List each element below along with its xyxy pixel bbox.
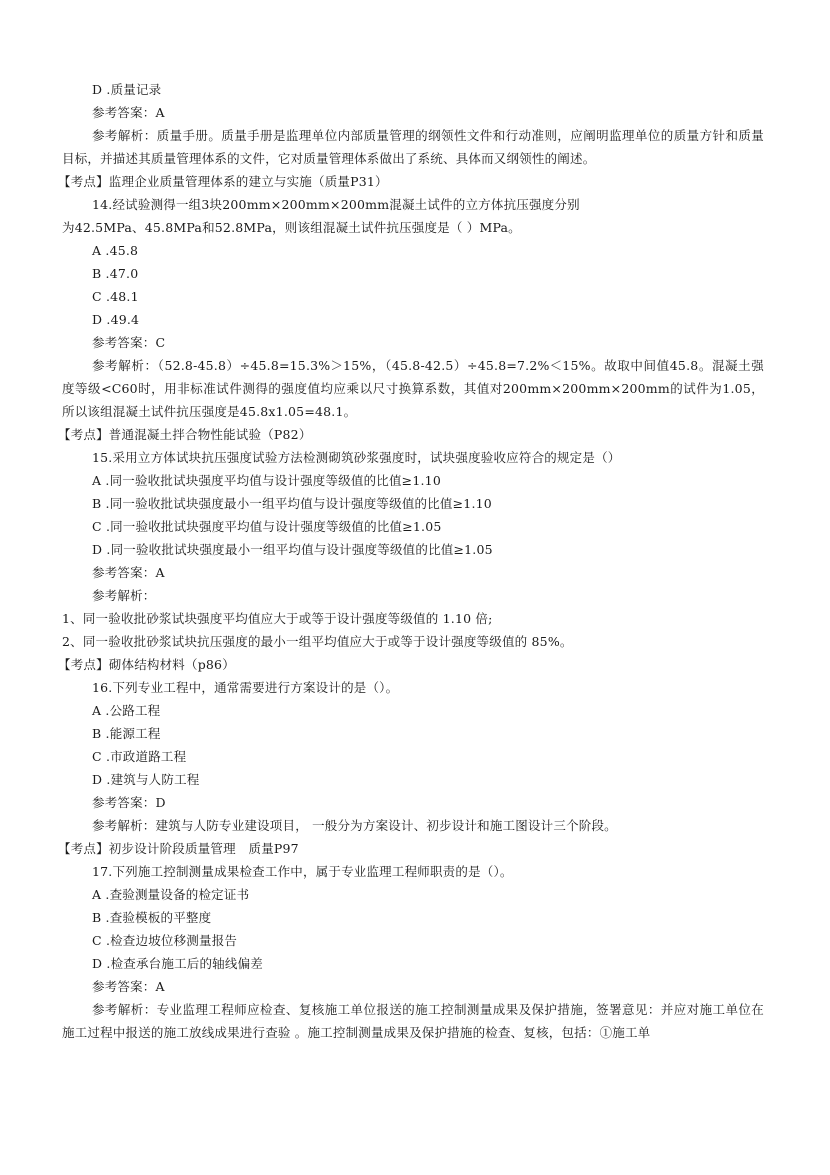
q14-option-b: B .47.0: [92, 266, 139, 281]
q17-question: 17.下列施工控制测量成果检查工作中，属于专业监理工程师职责的是（）。: [92, 864, 513, 879]
q13-analysis: 参考解析：质量手册。质量手册是监理单位内部质量管理的纲领性文件和行动准则，应阐明监理单位的质量方针和质量目标，并描述其质量管理体系的文件，它对质量管理体系做出了系统、具体而又纲领性的阐述。: [62, 128, 764, 166]
q16-question: 16.下列专业工程中，通常需要进行方案设计的是（）。: [92, 680, 399, 695]
q15-analysis-label: 参考解析：: [92, 588, 156, 603]
q15-option-b: B .同一验收批试块强度最小一组平均值与设计强度等级值的比值≥1.10: [92, 496, 492, 511]
q15-option-a: A .同一验收批试块强度平均值与设计强度等级值的比值≥1.10: [92, 473, 441, 488]
q13-answer: 参考答案：A: [92, 105, 165, 120]
q14-option-a: A .45.8: [92, 243, 139, 258]
q17-option-c: C .检查边坡位移测量报告: [92, 933, 238, 948]
q16-option-d: D .建筑与人防工程: [92, 772, 200, 787]
q15-answer: 参考答案：A: [92, 565, 165, 580]
q16-option-a: A .公路工程: [92, 703, 161, 718]
q16-option-c: C .市政道路工程: [92, 749, 187, 764]
q14-option-d: D .49.4: [92, 312, 140, 327]
document-page: [58, 78, 764, 1044]
q17-option-b: B .查验模板的平整度: [92, 910, 212, 925]
q16-answer: 参考答案：D: [92, 795, 166, 810]
q16-analysis: 参考解析：建筑与人防专业建设项目， 一般分为方案设计、初步设计和施工图设计三个阶段。: [92, 818, 617, 833]
q13-keypoint: 【考点】监理企业质量管理体系的建立与实施（质量P31）: [58, 174, 388, 189]
q17-option-d: D .检查承台施工后的轴线偏差: [92, 956, 263, 971]
q17-answer: 参考答案：A: [92, 979, 165, 994]
q15-question: 15.采用立方体试块抗压强度试验方法检测砌筑砂浆强度时，试块强度验收应符合的规定是（）: [92, 450, 621, 465]
q14-analysis: 参考解析：（52.8-45.8）÷45.8=15.3%＞15%，（45.8-42.5）÷45.8=7.2%＜15%。故取中间值45.8。混凝土强度等级<C60时，用非标准试件测得的强度值均应乘以尺寸换算系数，其值对200mm×200mm×200mm的试件为1.05，所以该组混凝土试件抗压强度是45.8x1.05=48.1。: [62, 358, 764, 419]
q16-keypoint: 【考点】初步设计阶段质量管理 质量P97: [58, 841, 299, 856]
q13-option-d: D .质量记录: [92, 82, 162, 97]
q15-analysis-point-2: 2、同一验收批砂浆试块抗压强度的最小一组平均值应大于或等于设计强度等级值的 85%。: [62, 634, 573, 649]
q14-question-line1: 14.经试验测得一组3块200mm×200mm×200mm混凝土试件的立方体抗压强度分别: [92, 197, 580, 212]
q16-option-b: B .能源工程: [92, 726, 161, 741]
q17-option-a: A .查验测量设备的检定证书: [92, 887, 250, 902]
q15-analysis-point-1: 1、同一验收批砂浆试块强度平均值应大于或等于设计强度等级值的 1.10 倍;: [62, 611, 493, 626]
q14-question-line2: 为42.5MPa、45.8MPa和52.8MPa，则该组混凝土试件抗压强度是（ ）MPa。: [62, 220, 521, 235]
q17-analysis: 参考解析：专业监理工程师应检查、复核施工单位报送的施工控制测量成果及保护措施，签署意见：并应对施工单位在施工过程中报送的施工放线成果进行查验 。施工控制测量成果及保护措施的检查、复核，包括：①施工单: [62, 1002, 764, 1040]
q14-keypoint: 【考点】普通混凝土拌合物性能试验（P82）: [58, 427, 312, 442]
q14-answer: 参考答案：C: [92, 335, 166, 350]
q14-option-c: C .48.1: [92, 289, 139, 304]
q15-option-c: C .同一验收批试块强度平均值与设计强度等级值的比值≥1.05: [92, 519, 442, 534]
q15-keypoint: 【考点】砌体结构材料（p86）: [58, 657, 235, 672]
q15-option-d: D .同一验收批试块强度最小一组平均值与设计强度等级值的比值≥1.05: [92, 542, 493, 557]
